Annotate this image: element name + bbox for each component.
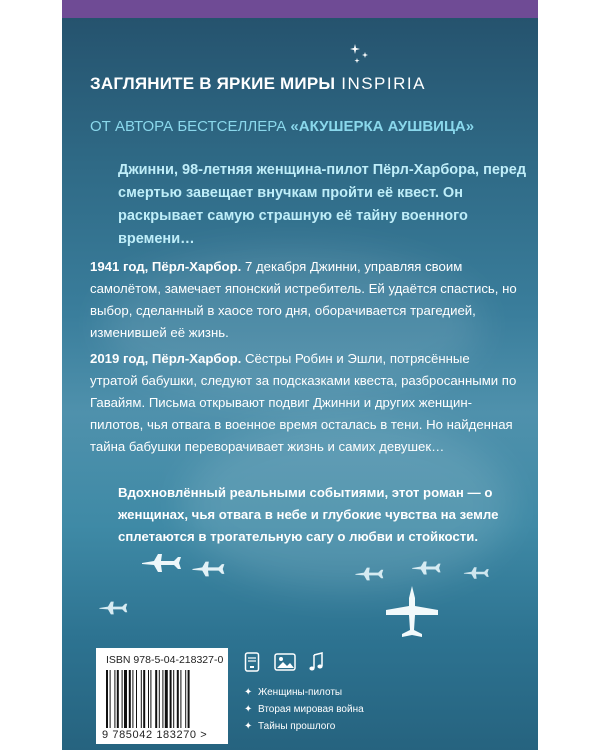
- format-icons: [244, 652, 334, 674]
- features-list: [244, 684, 364, 735]
- barcode-bar: [132, 670, 133, 728]
- barcode-bar: [117, 670, 119, 728]
- barcode-bar: [148, 670, 149, 728]
- star-bullet-icon: ✦: [244, 687, 253, 698]
- list-item: ✦ Женщины-пилоты: [244, 684, 364, 701]
- barcode-bar: [106, 670, 108, 728]
- plane-silhouette-icon: [462, 566, 490, 580]
- closing-paragraph: Вдохновлённый реальными событиями, этот роман — о женщинах, чья отвага в небе и глубокие чувства на земле сплетаются в трогательную сагу о любви и стойкости.: [118, 485, 499, 544]
- barcode-bar: [150, 670, 151, 728]
- barcode-bars: [106, 670, 220, 728]
- barcode-bar: [165, 670, 168, 728]
- plane-silhouette-icon: [354, 566, 384, 582]
- barcode-bar: [129, 670, 131, 728]
- lead-paragraph: Джинни, 98-летняя женщина-пилот Пёрл-Харбора, перед смертью завещает внучкам пройти её квест. Он раскрывает самую страшную её тайну военного времени…: [118, 162, 527, 247]
- barcode-bar: [124, 670, 127, 728]
- barcode-bar: [180, 670, 181, 728]
- barcode-bar: [155, 670, 157, 728]
- barcode-bar: [185, 670, 186, 728]
- top-color-strip: [62, 0, 538, 18]
- barcode-bar: [188, 670, 190, 728]
- barcode-bar: [170, 670, 172, 728]
- music-note-icon: [308, 652, 324, 677]
- plane-silhouette-icon: [410, 560, 442, 576]
- isbn-text: ISBN 978-5-04-218327-0: [106, 654, 224, 666]
- barcode-bar: [162, 670, 163, 728]
- book-back-cover: [62, 0, 538, 750]
- barcode-bar: [122, 670, 123, 728]
- image-icon: [274, 652, 296, 677]
- barcode-number: 9 785042 183270 >: [102, 729, 208, 741]
- sparkle-stars-icon: [348, 42, 372, 66]
- barcode-bar: [141, 670, 142, 728]
- barcode-bar: [136, 670, 137, 728]
- plane-silhouette-icon: [140, 552, 182, 574]
- star-bullet-icon: ✦: [244, 704, 253, 715]
- plane-silhouette-icon: [190, 560, 226, 578]
- barcode-bar: [114, 670, 115, 728]
- plane-silhouette-icon: [98, 600, 128, 616]
- barcode-bar: [110, 670, 111, 728]
- barcode-bar: [177, 670, 179, 728]
- list-item: ✦ Вторая мировая война: [244, 701, 364, 718]
- star-bullet-icon: ✦: [244, 721, 253, 732]
- ebook-icon: [244, 652, 260, 677]
- barcode-bar: [159, 670, 160, 728]
- paragraph-1941: 1941 год, Пёрл-Харбор. 7 декабря Джинни, управляя своим самолётом, замечает японский истребитель. Ей удаётся спастись, но выбор, сделанный в хаосе того дня, оборачивается трагедией, изменившей её жизнь.: [90, 259, 517, 340]
- barcode-bar: [173, 670, 174, 728]
- bestseller-title: «АКУШЕРКА АУШВИЦА»: [290, 118, 475, 135]
- barcode-bar: [143, 670, 145, 728]
- barcode-block: [96, 648, 228, 744]
- paragraph-2019: 2019 год, Пёрл-Харбор. Сёстры Робин и Эшли, потрясённые утратой бабушки, следуют за подсказками квеста, разбросанными по Гавайям. Письма открывают подвиг Джинни и других женщин-пилотов, чья отвага в военное время осталась в тени. Но найденная тайна бабушки переворачивает жизнь и самих девушек…: [90, 351, 517, 454]
- plane-topview-icon: [384, 584, 440, 640]
- list-item: ✦ Тайны прошлого: [244, 718, 364, 735]
- series-tagline: ЗАГЛЯНИТЕ В ЯРКИЕ МИРЫ INSPIRIA: [90, 74, 426, 93]
- author-line: ОТ АВТОРА БЕСТСЕЛЛЕРА «АКУШЕРКА АУШВИЦА»: [90, 118, 475, 135]
- brand-name: INSPIRIA: [341, 74, 426, 93]
